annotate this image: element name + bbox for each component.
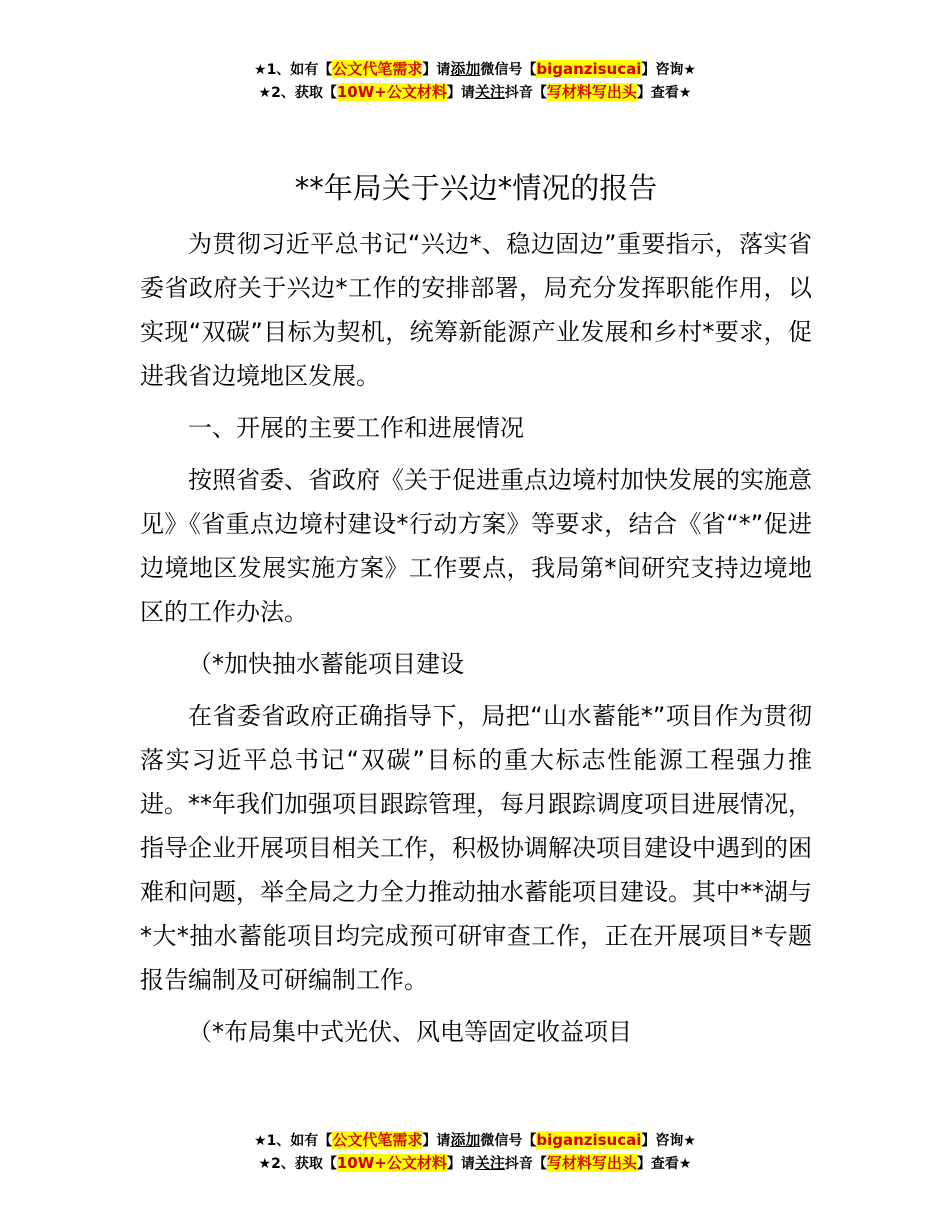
banner-text: 】查看★ bbox=[636, 85, 692, 101]
banner-text: 】咨询★ bbox=[641, 1133, 696, 1149]
banner-text: 】请 bbox=[422, 62, 451, 78]
paragraph-intro: 为贯彻习近平总书记“兴边*、稳边固边”重要指示，落实省委省政府关于兴边*工作的安排部署，局充分发挥职能作用，以实现“双碳”目标为契机，统筹新能源产业发展和乡村*要求，促进我省边境地区发展。 bbox=[140, 230, 812, 390]
banner-highlight: biganzisucai bbox=[536, 1131, 642, 1149]
banner-line-1 bbox=[0, 58, 950, 81]
document-title: **年局关于兴边*情况的报告 bbox=[294, 171, 658, 205]
banner-text: 】请 bbox=[446, 1156, 475, 1172]
banner-text: 】请 bbox=[422, 1133, 451, 1149]
banner-text: 】咨询★ bbox=[641, 62, 696, 78]
banner-underline: 添加 bbox=[450, 60, 481, 78]
banner-text: ★2、获取【 bbox=[258, 1156, 337, 1172]
banner-highlight: 10W+公文材料 bbox=[336, 1154, 447, 1172]
banner-highlight: 公文代笔需求 bbox=[332, 60, 423, 78]
banner-text: 微信号【 bbox=[480, 1133, 537, 1149]
banner-highlight: biganzisucai bbox=[536, 60, 642, 78]
banner-line-2 bbox=[0, 1152, 950, 1175]
banner-highlight: 10W+公文材料 bbox=[336, 83, 447, 101]
paragraph: 在省委省政府正确指导下，局把“山水蓄能*”项目作为贯彻落实习近平总书记“双碳”目标的重大标志性能源工程强力推进。**年我们加强项目跟踪管理，每月跟踪调度项目进展情况，指导企业开展项目相关工作，积极协调解决项目建设中遇到的困难和问题，举全局之力全力推动抽水蓄能项目建设。其中**湖与*大*抽水蓄能项目均完成预可研审查工作，正在开展项目*专题报告编制及可研编制工作。 bbox=[140, 702, 812, 994]
paragraph: 按照省委、省政府《关于促进重点边境村加快发展的实施意见》《省重点边境村建设*行动方案》等要求，结合《省“*”促进边境地区发展实施方案》工作要点，我局第*间研究支持边境地区的工作办法。 bbox=[140, 466, 812, 626]
banner-text: ★1、如有【 bbox=[254, 62, 333, 78]
banner-text: 】查看★ bbox=[636, 1156, 692, 1172]
section-heading: 一、开展的主要工作和进展情况 bbox=[188, 414, 524, 442]
banner-line-2 bbox=[0, 81, 950, 104]
banner-text: 微信号【 bbox=[480, 62, 537, 78]
banner-underline: 关注 bbox=[474, 83, 505, 101]
footer-banner bbox=[0, 1129, 950, 1175]
document-body bbox=[140, 166, 812, 1062]
banner-text: ★1、如有【 bbox=[254, 1133, 333, 1149]
banner-highlight: 写材料写出头 bbox=[546, 83, 637, 101]
banner-highlight: 写材料写出头 bbox=[546, 1154, 637, 1172]
banner-underline: 添加 bbox=[450, 1131, 481, 1149]
subsection-heading: （*布局集中式光伏、风电等固定收益项目 bbox=[188, 1018, 632, 1046]
banner-line-1 bbox=[0, 1129, 950, 1152]
banner-text: ★2、获取【 bbox=[258, 85, 337, 101]
banner-underline: 关注 bbox=[474, 1154, 505, 1172]
header-banner bbox=[0, 58, 950, 104]
banner-highlight: 公文代笔需求 bbox=[332, 1131, 423, 1149]
subsection-heading: （*加快抽水蓄能项目建设 bbox=[188, 650, 464, 678]
banner-text: 】请 bbox=[446, 85, 475, 101]
banner-text: 抖音【 bbox=[504, 1156, 547, 1172]
banner-text: 抖音【 bbox=[504, 85, 547, 101]
